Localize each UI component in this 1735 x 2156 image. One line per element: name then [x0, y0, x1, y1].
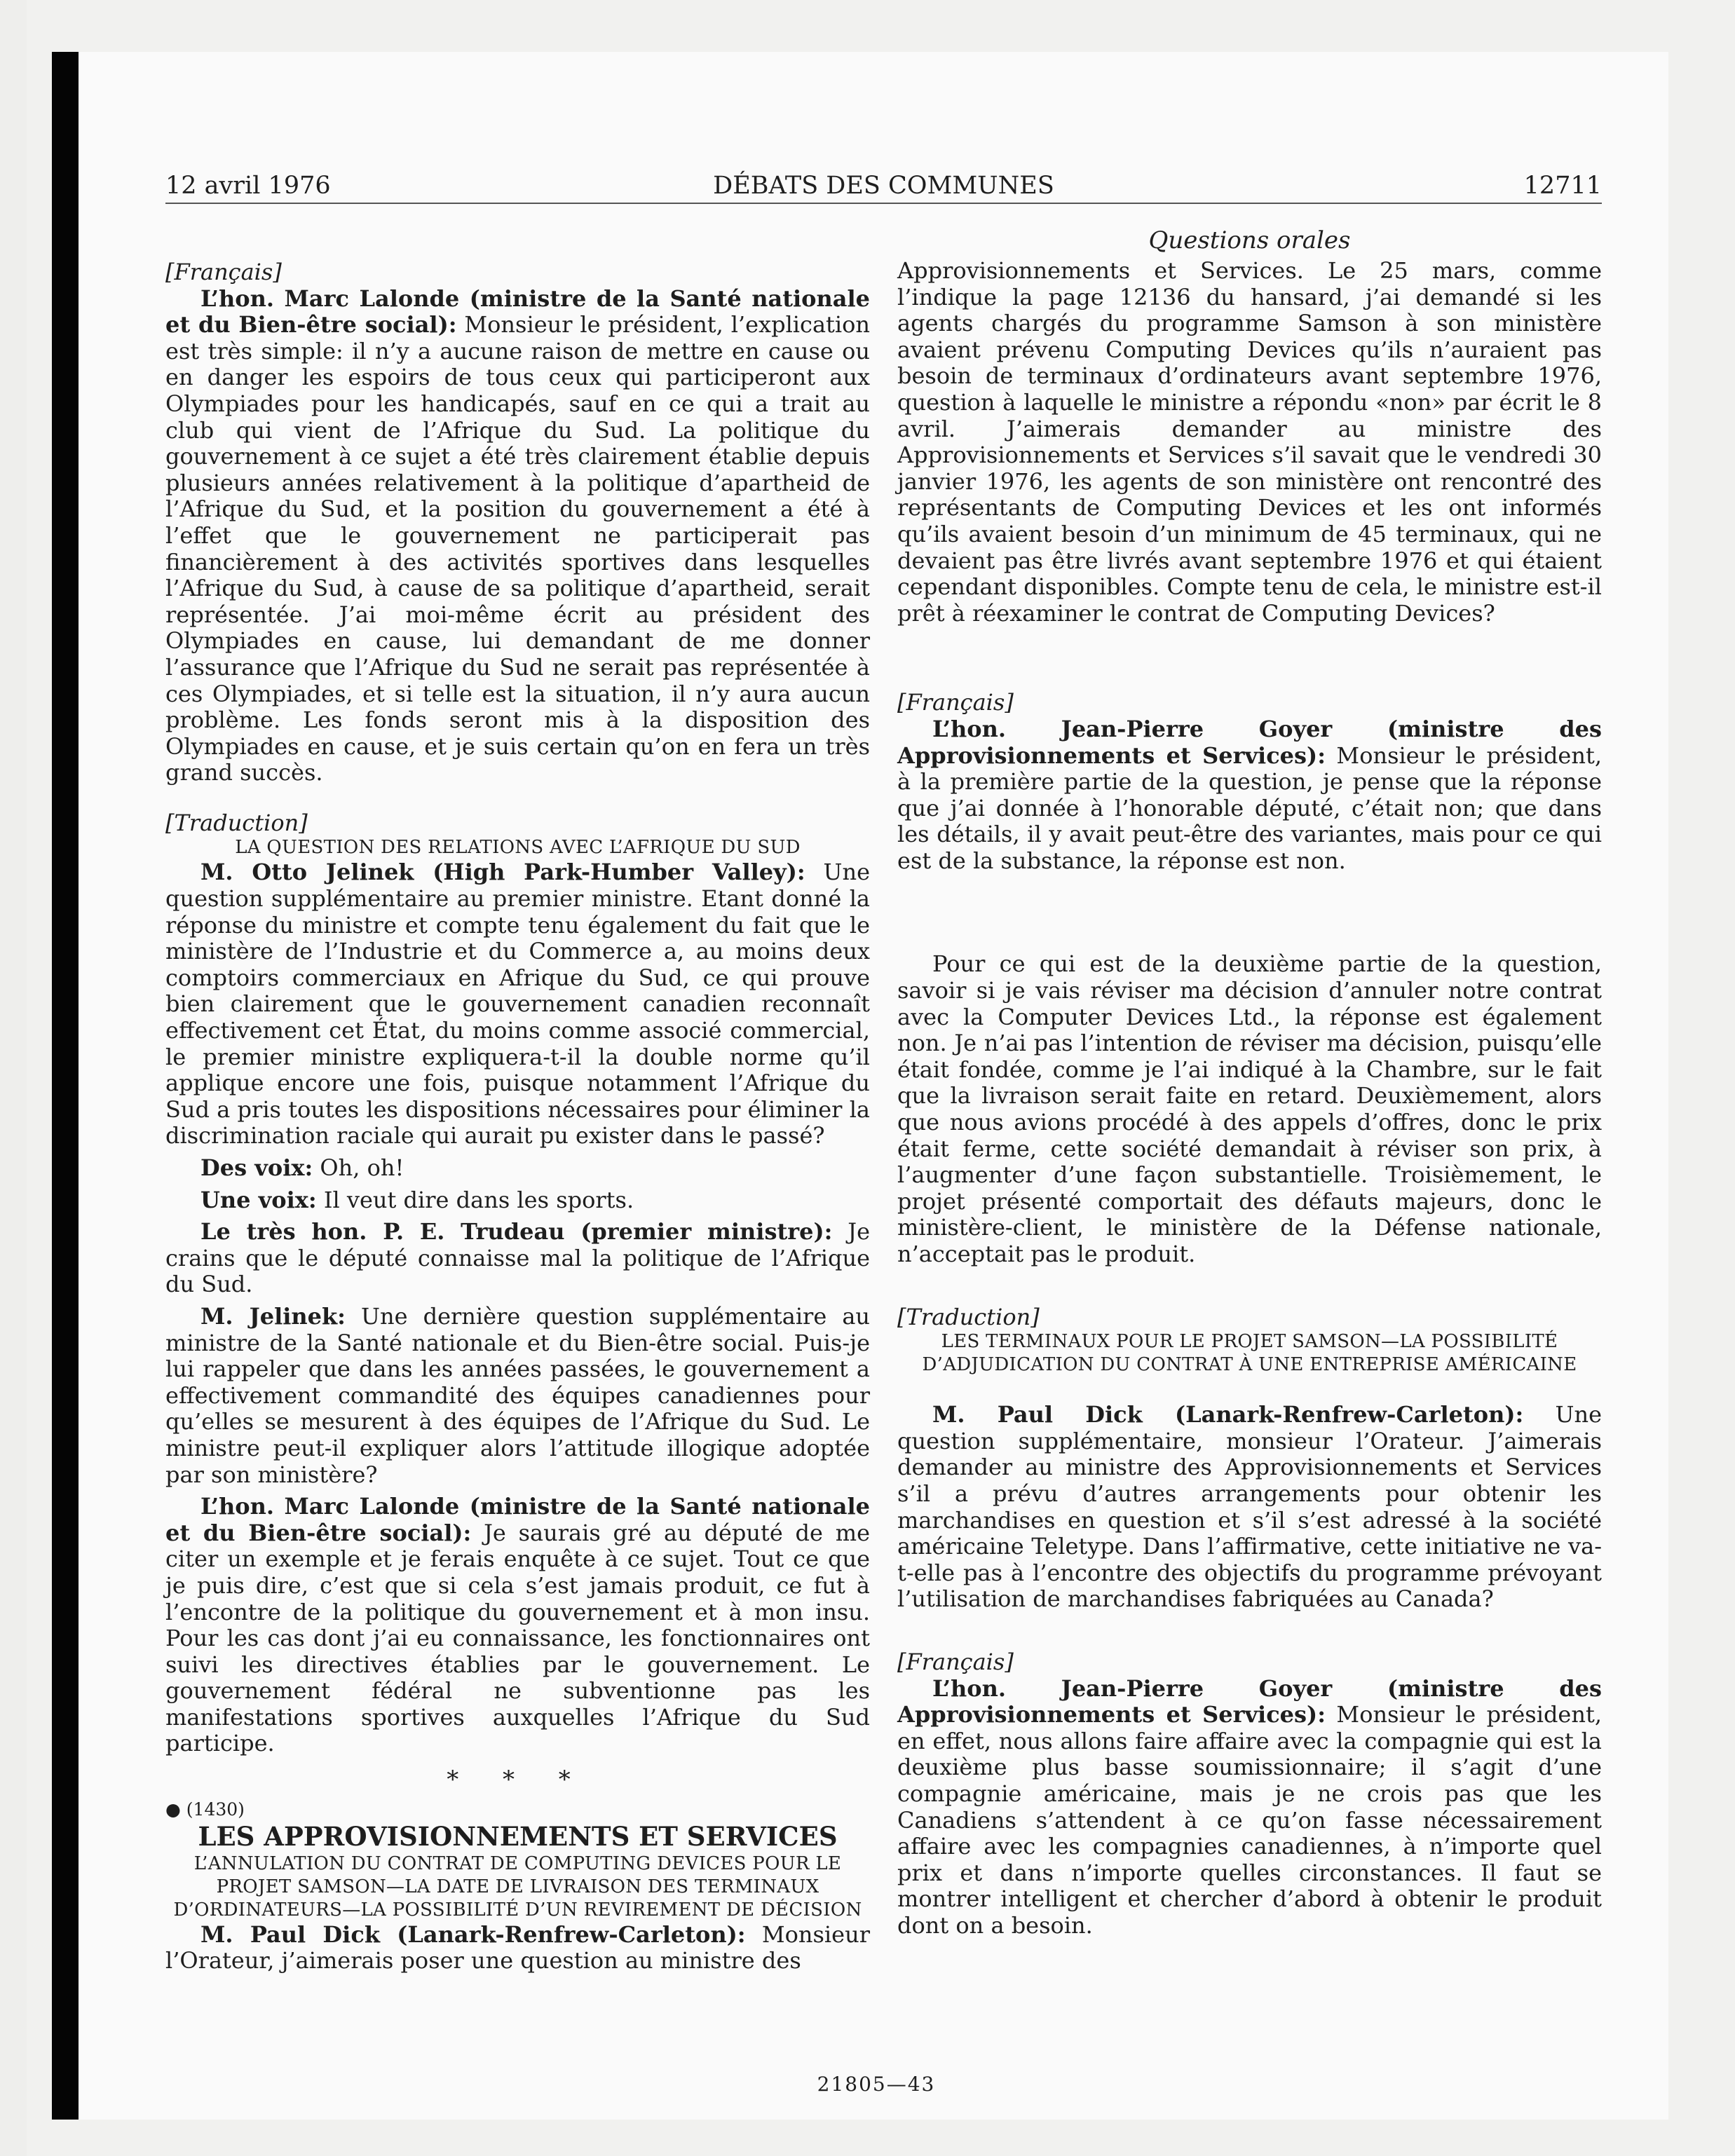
speaker-name: Des voix:: [200, 1154, 313, 1181]
speech-paragraph: [165, 1304, 870, 1488]
speech-paragraph: [165, 1219, 870, 1298]
speech-text: Je crains que le député connaisse mal la politique de l’Afrique du Sud.: [165, 1218, 871, 1298]
speaker-name: L’hon. Marc Lalonde (ministre de la Santé nationale et du Bien-être social):: [165, 1493, 870, 1546]
speech-paragraph: [165, 1187, 870, 1214]
speech-text: Monsieur l’Orateur, j’aimerais poser une question au ministre des: [165, 1920, 870, 1974]
speech-paragraph: [165, 1155, 870, 1182]
binding-edge: [52, 52, 79, 2120]
right-column: [897, 258, 1602, 1939]
speech-paragraph: [897, 1402, 1602, 1613]
speech-text: Il veut dire dans les sports.: [316, 1186, 634, 1213]
section-heading: LA QUESTION DES RELATIONS AVEC L’AFRIQUE DU SUD: [235, 837, 801, 859]
speaker-name: L’hon. Jean-Pierre Goyer (ministre des Approvisionnements et Services):: [897, 715, 1602, 769]
scan-border: [0, 0, 27, 2156]
section-title: LES APPROVISIONNEMENTS ET SERVICES: [198, 1820, 838, 1852]
speaker-name: M. Paul Dick (Lanark-Renfrew-Carleton):: [932, 1401, 1524, 1428]
time-marker: [165, 1799, 870, 1820]
left-column: [165, 258, 870, 1974]
speaker-name: L’hon. Marc Lalonde (ministre de la Santé nationale et du Bien-être social):: [165, 285, 870, 339]
bullet-icon: ●: [165, 1799, 181, 1820]
speech-paragraph: [165, 286, 870, 786]
speech-paragraph: [165, 1922, 870, 1974]
speech-paragraph: [165, 859, 870, 1149]
page-header: [165, 168, 1602, 205]
speech-paragraph: Pour ce qui est de la deuxième partie de la question, savoir si je vais réviser ma décision d’annuler notre contrat avec la Computer Devices Ltd., la réponse est également non. Je n’ai pas l’intention de réviser ma décision, puisqu’elle était fondée, comme je l’ai indiqué à la Chambre, sur le fait que la livraison serait faite en retard. Deuxièmement, alors que nous avions procédé à des appels d’offres, donc le prix était ferme, cette société demandait à réviser son prix, à l’augmenter d’une façon substantielle. Troisièmement, le projet présenté comportait des défauts majeurs, donc le ministère-client, le ministère de la Défense nationale, n’acceptait pas le produit.: [897, 950, 1602, 1267]
speech-text: Monsieur le président, l’explication est très simple: il n’y a aucune raison de mettre en cause ou en danger les espoirs de tous ceux qui participeront aux Olympiades pour les handicapés, sauf en ce qui a trait au club qui vient de l’Afrique du Sud. La politique du gouvernement à ce sujet a été très clairement établie depuis plusieurs années relativement à la politique d’apartheid de l’Afrique du Sud, et la position du gouvernement a été à l’effet que le gouvernement ne participerait pas financièrement à des activités sportives dans lesquelles l’Afrique du Sud, à cause de sa politique d’apartheid, serait représentée. J’ai moi-même écrit au président des Olympiades en cause, lui demandant de me donner l’assurance que l’Afrique du Sud ne serait pas représentée à ces Olympiades, et si telle est la situation, il n’y aura aucun problème. Les fonds seront mis à la disposition des Olympiades en cause, et je suis certain qu’on en fera un très grand succès.: [165, 311, 871, 786]
section-heading: L’ANNULATION DU CONTRAT DE COMPUTING DEVICES POUR LE PROJET SAMSON—LA DATE DE LIVRAISON DES TERMINAUX D’ORDINATEURS—LA POSSIBILITÉ D’UN REVIREMENT DE DÉCISION: [173, 1853, 862, 1920]
speech-text: Oh, oh!: [313, 1154, 404, 1181]
speaker-name: L’hon. Jean-Pierre Goyer (ministre des Approvisionnements et Services):: [897, 1674, 1602, 1728]
language-tag: [Traduction]: [165, 809, 308, 836]
language-tag: [Français]: [897, 1648, 1014, 1675]
section-heading: LES TERMINAUX POUR LE PROJET SAMSON—LA POSSIBILITÉ D’ADJUDICATION DU CONTRAT À UNE ENTREPRISE AMÉRICAINE: [922, 1331, 1577, 1376]
speech-paragraph: [897, 1676, 1602, 1939]
speech-text: Je saurais gré au député de me citer un exemple et je ferais enquête à ce sujet. Tout ce que je puis dire, c’est que si cela s’est jamais produit, ce fut à l’encontre de la politique du gouvernement et à mon insu. Pour les cas dont j’ai eu connaissance, les fonctionnaires ont suivi les directives établies par le gouvernement. Le gouvernement fédéral ne subventionne pas les manifestations sportives auxquelles l’Afrique du Sud participe.: [165, 1519, 871, 1757]
time-stamp: (1430): [186, 1799, 245, 1820]
speaker-name: Le très hon. P. E. Trudeau (premier ministre):: [200, 1218, 833, 1246]
language-tag: [Français]: [897, 689, 1014, 716]
speaker-name: M. Jelinek:: [200, 1302, 346, 1330]
header-title: DÉBATS DES COMMUNES: [713, 172, 1054, 200]
language-tag: [Traduction]: [897, 1303, 1040, 1330]
speaker-name: M. Otto Jelinek (High Park-Humber Valley):: [200, 859, 805, 886]
language-tag: [Français]: [165, 259, 282, 285]
speech-paragraph: Approvisionnements et Services. Le 25 mars, comme l’indique la page 12136 du hansard, j’ai demandé si les agents chargés du programme Samson à son ministère avaient prévenu Computing Devices qu’ils n’auraient pas besoin de terminaux d’ordinateurs avant septembre 1976, question à laquelle le ministre a répondu «non» par écrit le 8 avril. J’aimerais demander au ministre des Approvisionnements et Services s’il savait que le vendredi 30 janvier 1976, les agents de son ministère ont rencontré des représentants de Computing Devices et les ont informés qu’ils avaient besoin d’un minimum de 45 terminaux, qui ne devaient pas être livrés avant septembre 1976 et qui étaient cependant disponibles. Compte tenu de cela, le ministre est-il prêt à réexaminer le contrat de Computing Devices?: [897, 257, 1602, 627]
speech-text: Monsieur le président, à la première partie de la question, je pense que la réponse que j’ai donnée à l’honorable député, c’était non; que dans les détails, il y avait peut-être des variantes, mais pour ce qui est de la substance, la réponse est non.: [897, 742, 1603, 874]
page-folio: 21805—43: [817, 2073, 936, 2096]
speech-text: Monsieur le président, en effet, nous allons faire affaire avec la compagnie qui est la deuxième plus basse soumissionnaire; il s’agit d’une compagnie américaine, mais je ne crois pas que les Canadiens s’attendent à ce qu’on fasse nécessairement affaire avec les compagnies canadiennes, à n’importe quel prix et dans n’importe quelles circonstances. Il faut se montrer intelligent et chercher d’abord à obtenir le produit dont on a besoin.: [897, 1701, 1603, 1939]
speaker-name: M. Paul Dick (Lanark-Renfrew-Carleton):: [200, 1920, 746, 1948]
speech-paragraph: [897, 716, 1602, 875]
running-head: Questions orales: [1148, 226, 1351, 254]
speech-text: Une question supplémentaire, monsieur l’Orateur. J’aimerais demander au ministre des Approvisionnements et Services s’il a prévu d’autres arrangements pour obtenir les marchandises en question et s’il s’est adressé à la société américaine Teletype. Dans l’affirmative, cette initiative ne va-t-elle pas à l’encontre des objectifs du programme prévoyant l’utilisation de marchandises fabriquées au Canada?: [897, 1401, 1602, 1613]
speech-text: Une question supplémentaire au premier ministre. Etant donné la réponse du ministre et compte tenu également du fait que le ministère de l’Industrie et du Commerce a, au moins deux comptoirs commerciaux en Afrique du Sud, ce qui prouve bien clairement que le gouvernement canadien reconnaît effectivement cet État, du moins comme associé commercial, le premier ministre expliquera-t-il la double norme qu’il applique encore une fois, puisque notamment l’Afrique du Sud a pris toutes les dispositions nécessaires pour éliminer la discrimination raciale qui aurait pu exister dans le passé?: [165, 859, 871, 1149]
header-page-number: 12711: [1523, 172, 1602, 200]
speech-paragraph: [165, 1494, 870, 1757]
header-rule: [165, 203, 1602, 204]
header-date: 12 avril 1976: [165, 172, 331, 200]
speech-text: Une dernière question supplémentaire au ministre de la Santé nationale et du Bien-être social. Puis-je lui rappeler que dans les années passées, le gouvernement a effectivement commandité des équipes canadiennes pour qu’elles se mesurent à des équipes de l’Afrique du Sud. Le ministre peut-il expliquer alors l’attitude illogique adoptée par son ministère?: [165, 1302, 871, 1488]
section-separator: * * *: [447, 1766, 589, 1794]
speaker-name: Une voix:: [200, 1186, 317, 1213]
